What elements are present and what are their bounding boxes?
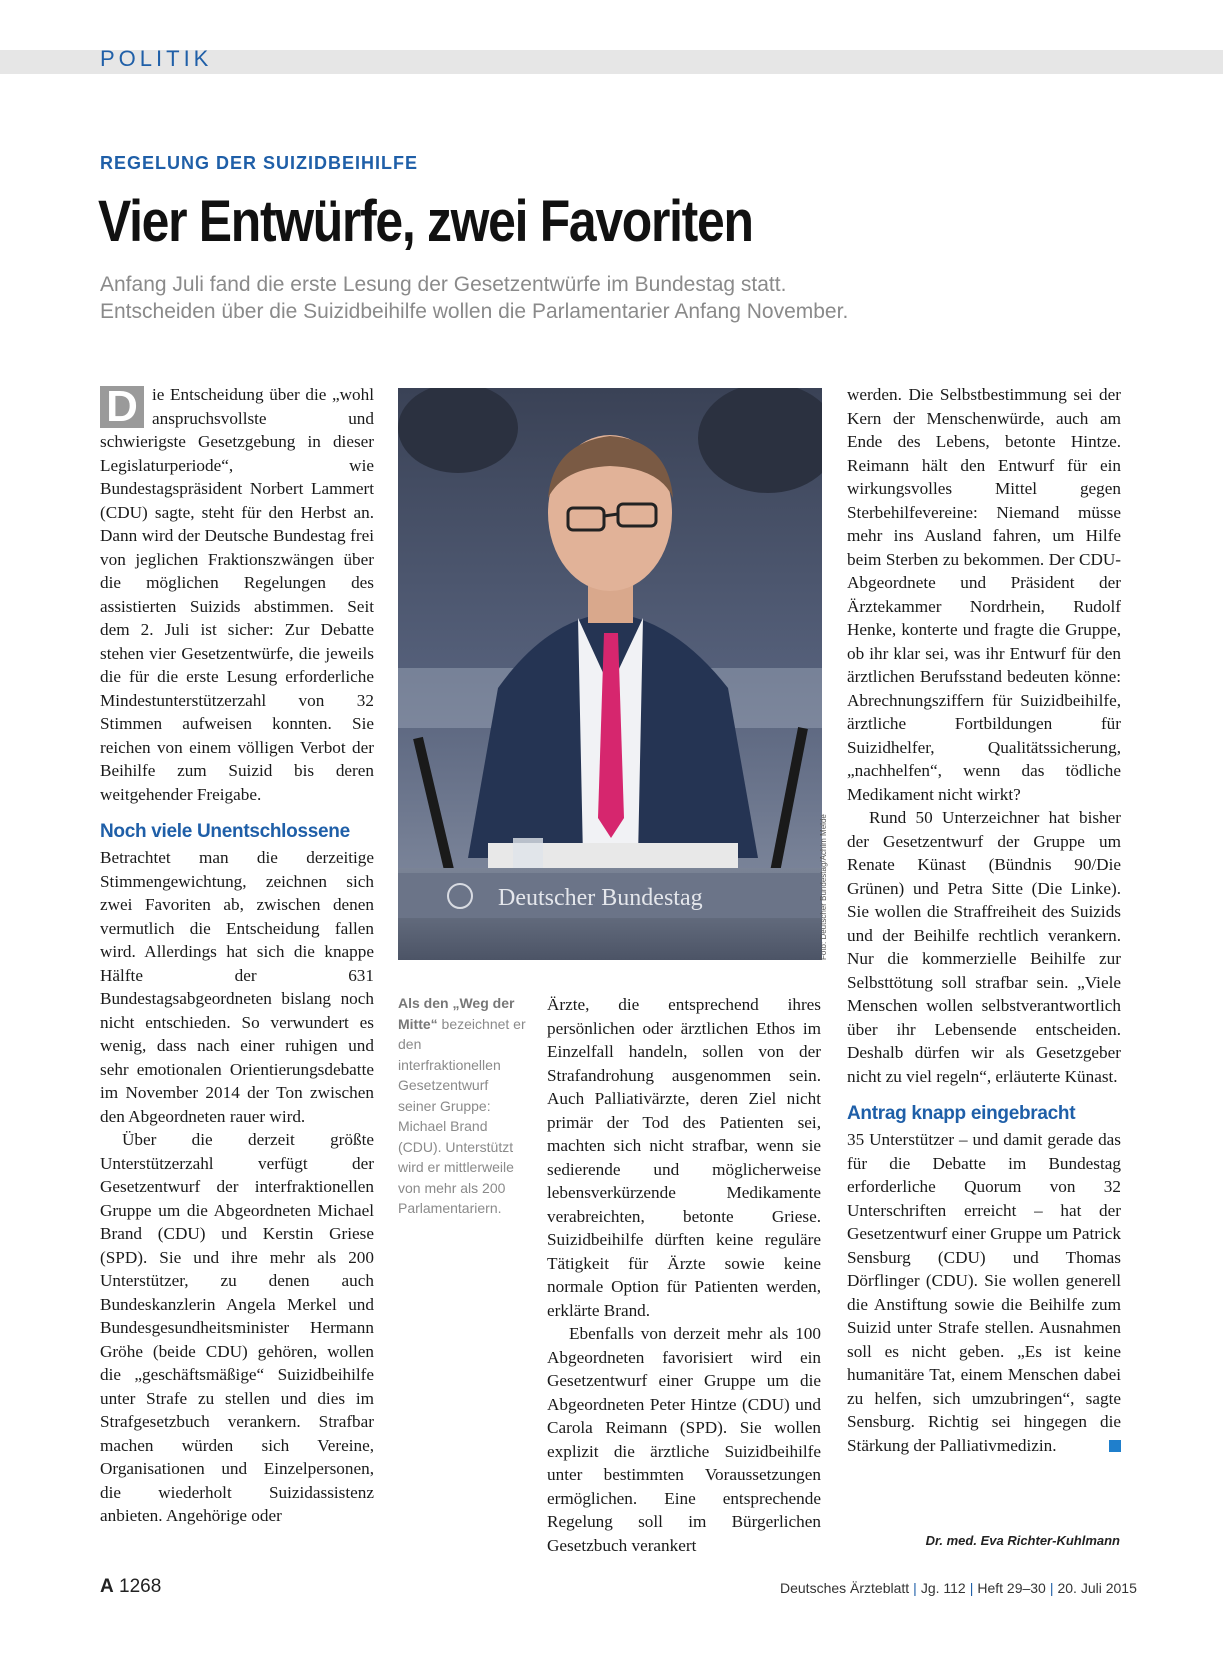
section-label: POLITIK (100, 46, 213, 71)
paragraph-2: Betrachtet man die derzeitige Stimmengewichtung, zeichnen sich zwei Favoriten ab, zwischen denen vermutlich die Entscheidung fallen wird. Allerdings hat sich die knappe Hälfte der 631 Bundestagsabgeordneten bislang noch nicht entschieden. So verwundert es wenig, dass nach einer ruhigen und sehr emotionalen Orientierungsdebatte im November 2014 der Ton zwischen den Abgeordneten rauer wird. (100, 848, 374, 1126)
lead-line-2: Entscheiden über die Suizidbeihilfe wollen die Parlamentarier Anfang November. (100, 300, 849, 323)
lectern-label: Deutscher Bundestag (498, 885, 703, 911)
paragraph-4: Ärzte, die entsprechend ihres persönlichen oder ärztlichen Ethos im Einzelfall handeln, sollen von der Strafandrohung ausgenommen sein. Auch Palliativärzte, deren Ziel nicht primär der Tod des Patienten sei, machten sich nicht strafbar, wenn sie sedierende und möglicherweise lebensverkürzende Medikamente verabreichten, betonte Griese. Suizidbeihilfe dürften keine reguläre Tätigkeit für Ärzte sowie keine normale Option für Patienten werden, erklärte Brand. (547, 995, 821, 1320)
caption-text: bezeichnet er den interfraktionellen Gesetzentwurf seiner Gruppe: Michael Brand (CDU). Unterstützt wird er mittlerweile von mehr als 200 Parlamentariern. (398, 1015, 526, 1216)
page-number (100, 1576, 161, 1598)
paragraph-5: Ebenfalls von derzeit mehr als 100 Abgeordneten favorisiert wird ein Gesetzentwurf einer Gruppe um die Abgeordneten Peter Hintze (CDU) und Carola Reimann (SPD). Sie wollen explizit die ärztliche Suizidbeihilfe unter bestimmten Voraussetzungen ermöglichen. Eine entsprechende Regelung soll im Bürgerlichen Gesetzbuch verankert (547, 1324, 821, 1555)
journal-issue: Heft 29–30 (977, 1580, 1046, 1596)
photo-credit: Foto: Deutscher Bundestag/Achim Melde (819, 814, 828, 960)
drop-cap: D (100, 386, 144, 428)
author-name: Dr. med. Eva Richter-Kuhlmann (925, 1533, 1120, 1548)
column-2 (547, 993, 821, 1557)
paragraph-8: 35 Unterstützer – und damit gerade das für die Debatte im Bundestag erforderliche Quorum von 32 Unterschriften erreicht – hat der Gesetzentwurf einer Gruppe um Patrick Sensburg (CDU) und Thomas Dörflinger (CDU). Sie wollen generell die Anstiftung sowie die Beihilfe zum Suizid unter Strafe stellen. Ausnahmen soll es nicht geben. „Es ist keine humanitäre Tat, einem Menschen dabei zu helfen, sich umzubringen“, sagte Sensburg. Richtig sei hingegen die Stärkung der Palliativmedizin. (847, 1130, 1121, 1455)
page-prefix: A (100, 1576, 114, 1597)
article-photo (398, 388, 822, 960)
paragraph-6: werden. Die Selbstbestimmung sei der Kern der Menschenwürde, auch am Ende des Lebens, betonte Hintze. Reimann hält den Entwurf für ein wirkungsvolles Mittel gegen Sterbehilfevereine: Niemand müsse mehr ins Ausland fahren, um Hilfe beim Sterben zu bekommen. Der CDU-Abgeordnete und Präsident der Ärztekammer Nordrhein, Rudolf Henke, konterte und fragte die Gruppe, ob ihr klar sei, was ihr Entwurf für den ärztlichen Berufsstand bedeuten könne: Abrechnungsziffern für Suizidbeihilfe, ärztliche Fortbildungen für Suizidhelfer, Qualitätssicherung, „nachhelfen“, wenn das tödliche Medikament nicht wirkt? (847, 385, 1121, 804)
column-1 (100, 383, 374, 1528)
speaker-photo-illustration (398, 388, 822, 960)
journal-name: Deutsches Ärzteblatt (780, 1580, 910, 1596)
end-mark-icon (1109, 1440, 1121, 1452)
journal-date: 20. Juli 2015 (1057, 1580, 1137, 1596)
lead-line-1: Anfang Juli fand die erste Lesung der Gesetzentwürfe im Bundestag statt. (100, 273, 787, 296)
paragraph-1: ie Entscheidung über die „wohl anspruchsvollste und schwierigste Gesetzgebung in dieser Legislaturperiode“, wie Bundestagspräsident Norbert Lammert (CDU) sagte, steht für den Herbst an. Dann wird der Deutsche Bundestag frei von jeglichen Fraktionszwängen über die möglichen Regelungen des assistierten Suizids abstimmen. Seit dem 2. Juli ist sicher: Zur Debatte stehen vier Gesetzentwürfe, die jeweils die für die erste Lesung erforderliche Mindestunterstützerzahl von 32 Stimmen aufweisen konnten. Sie reichen von einem völligen Verbot der Beihilfe zum Suizid bis deren weitgehender Freigabe. (100, 385, 374, 804)
paragraph-3: Über die derzeit größte Unterstützerzahl verfügt der Gesetzentwurf der interfraktionellen Gruppe um die Abgeordneten Michael Brand (CDU) und Kerstin Griese (SPD). Sie und ihre mehr als 200 Unterstützer, zu denen auch Bundeskanzlerin Angela Merkel und Bundesgesundheitsminister Hermann Gröhe (beide CDU) gehören, wollen die „geschäftsmäßige“ Suizidbeihilfe unter Strafe zu stellen und dies im Strafgesetzbuch verankern. Strafbar machen würden sich Vereine, Organisationen und Einzelpersonen, die wiederholt Suizidassistenz anbieten. Angehörige oder (100, 1130, 374, 1525)
photo-caption (398, 993, 526, 1219)
subheading-1: Noch viele Unentschlossene (100, 821, 350, 842)
page-number-value: 1268 (119, 1576, 162, 1597)
journal-footer: Deutsches Ärzteblatt | Jg. 112 | Heft 29–30 | 20. Juli 2015 (780, 1580, 1137, 1596)
caption-bold: Als den „Weg der Mitte“ (398, 995, 515, 1032)
journal-volume: Jg. 112 (920, 1580, 966, 1596)
column-3 (847, 383, 1121, 1457)
subheading-2: Antrag knapp eingebracht (847, 1103, 1076, 1124)
paragraph-7: Rund 50 Unterzeichner hat bisher der Gesetzentwurf der Gruppe um Renate Künast (Bündnis 90/Die Grünen) und Petra Sitte (Die Linke). Sie wollen die Straffreiheit des Suizids und der Beihilfe rechtlich verankern. Nur die kommerzielle Beihilfe zur Selbsttötung soll strafbar sein. „Viele Menschen wollen selbstverantwortlich über ihr Lebensende entscheiden. Deshalb dürfen wir als Gesetzgeber nicht zu viel regeln“, erläuterte Künast. (847, 808, 1121, 1086)
article-lead (100, 271, 1000, 325)
article-headline: Vier Entwürfe, zwei Favoriten (98, 189, 753, 254)
article-kicker: REGELUNG DER SUIZIDBEIHILFE (100, 153, 419, 173)
